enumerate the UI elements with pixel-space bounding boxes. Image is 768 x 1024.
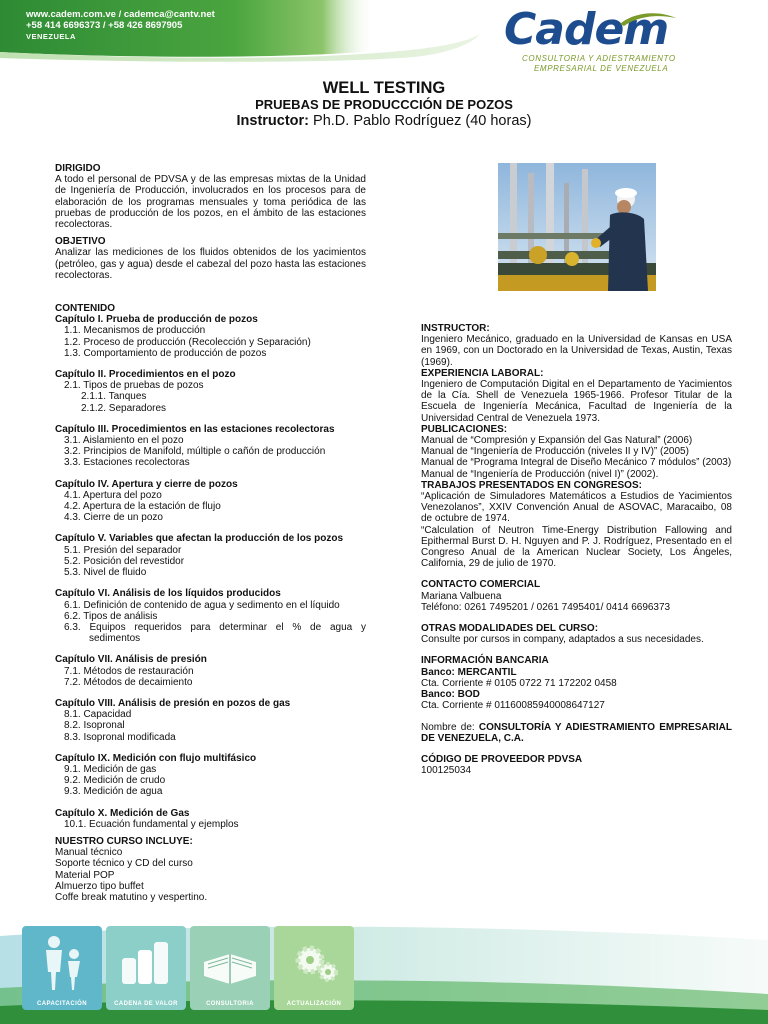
chapter-title: Capítulo I. Prueba de producción de pozos <box>55 314 258 326</box>
footer-tile <box>190 926 270 1010</box>
logo-subtitle-2: EMPRESARIAL DE VENEZUELA <box>534 64 669 73</box>
instructor-label: Instructor: <box>236 113 310 129</box>
footer-tile-label: CADENA DE VALOR <box>114 1001 178 1007</box>
chapter-item: 2.1.1. Tanques <box>81 391 147 403</box>
chapter-title: Capítulo II. Procedimientos en el pozo <box>55 369 236 381</box>
course-subtitle: PRUEBAS DE PRODUCCCIÓN DE POZOS <box>255 97 513 112</box>
chapter-item: 4.1. Apertura del pozo <box>64 489 162 501</box>
banco-heading: INFORMACIÓN BANCARIA <box>421 655 549 667</box>
chapter-item: 8.3. Isopronal modificada <box>64 731 176 743</box>
codigo-heading: CÓDIGO DE PROVEEDOR PDVSA <box>421 753 583 765</box>
header-country: VENEZUELA <box>26 32 76 41</box>
otras-heading: OTRAS MODALIDADES DEL CURSO: <box>421 623 599 635</box>
trabajo-item: “Calculation of Neutron Time-Energy Distribution Fallowing and Epithermal Burst D. H. Nguyen and P. J. Rodríguez, Presentado en el Congreso Anual de la American Nuclear Society, Los Ángeles, California, 29 de julio de 1970. <box>421 524 732 570</box>
chapter-item: 5.1. Presión del separador <box>64 544 182 556</box>
logo-wordmark: Cadem <box>504 4 669 55</box>
instructor-value: Ph.D. Pablo Rodríguez (40 horas) <box>309 113 532 129</box>
chapter-item: 4.3. Cierre de un pozo <box>64 512 163 524</box>
header-web-email[interactable]: www.cadem.com.ve / cademca@cantv.net <box>26 9 215 20</box>
footer-band <box>0 918 768 1024</box>
dirigido-heading: DIRIGIDO <box>55 163 101 174</box>
gears-icon <box>284 932 344 997</box>
book-icon <box>200 932 260 997</box>
incluye-item: Material POP <box>55 869 115 881</box>
chapter-item: 2.1.2. Separadores <box>81 402 167 414</box>
incluye-list <box>55 847 366 903</box>
chapter-item: 1.1. Mecanismos de producción <box>64 325 206 337</box>
left-column <box>55 163 366 903</box>
nombre-line <box>421 722 732 744</box>
publicacion-item: Manual de “Ingeniería de Producción (nivel I)” (2002). <box>421 468 659 480</box>
publicaciones-list <box>421 435 732 480</box>
chapter-item: 5.3. Nivel de fluido <box>64 567 147 579</box>
objetivo-heading: OBJETIVO <box>55 236 106 248</box>
header-contact <box>26 9 215 42</box>
photo-image <box>498 163 656 291</box>
chapter-item: 2.1. Tipos de pruebas de pozos <box>64 380 204 392</box>
chapter-item: 3.2. Principios de Manifold, múltiple o cañón de producción <box>64 446 326 458</box>
chapter-title: Capítulo V. Variables que afectan la producción de los pozos <box>55 533 344 545</box>
experiencia-heading: EXPERIENCIA LABORAL: <box>421 367 544 379</box>
banco2-account: Cta. Corriente # 01160085940008647127 <box>421 700 605 712</box>
publicaciones-heading: PUBLICACIONES: <box>421 423 508 435</box>
chapter-item: 4.2. Apertura de la estación de flujo <box>64 501 221 513</box>
contacto-phone: Teléfono: 0261 7495201 / 0261 7495401/ 0414 6696373 <box>421 601 671 613</box>
chapter-list <box>55 314 366 830</box>
contacto-heading: CONTACTO COMERCIAL <box>421 579 541 591</box>
publicacion-item: Manual de “Compresión y Expansión del Gas Natural” (2006) <box>421 435 693 447</box>
chapter-item: 7.1. Métodos de restauración <box>64 665 194 677</box>
chapter-title: Capítulo VII. Análisis de presión <box>55 654 207 666</box>
experiencia-text: Ingeniero de Computación Digital en el Departamento de Yacimientos de la Cía. Shell de Venezuela 1965-1966. Profesor Titular de la Escuela de Ingeniería Mecánica, Facultad de Ingeniería de la Universidad Central de Venezuela 1973. <box>421 379 732 424</box>
course-instructor <box>0 112 768 130</box>
contacto-name: Mariana Valbuena <box>421 590 502 602</box>
chapter-item: 9.2. Medición de crudo <box>64 775 166 787</box>
chapter-item: 7.2. Métodos de decaimiento <box>64 676 193 688</box>
dirigido-text: A todo el personal de PDVSA y de las empresas mixtas de la Unidad de Ingeniería de Producción, involucrados en los procesos para de elaboración de los programas mensuales y toma periódica de las pruebas de producción de los pozos, en el ámbito de las estaciones recolectoras. <box>55 174 366 231</box>
chapter-title: Capítulo VIII. Análisis de presión en pozos de gas <box>55 697 291 709</box>
chapter-title: Capítulo X. Medición de Gas <box>55 807 190 819</box>
chapter-item: 6.3. Equipos requeridos para determinar el % de agua y <box>64 621 366 633</box>
chapter-item: 3.3. Estaciones recolectoras <box>64 457 190 469</box>
chapter-item: 9.3. Medición de agua <box>64 786 163 798</box>
footer-tile <box>22 926 102 1010</box>
trabajos-heading: TRABAJOS PRESENTADOS EN CONGRESOS: <box>421 479 642 491</box>
otras-text: Consulte por cursos in company, adaptados a sus necesidades. <box>421 634 704 646</box>
chapter-title: Capítulo III. Procedimientos en las estaciones recolectoras <box>55 423 335 435</box>
incluye-item: Almuerzo tipo buffet <box>55 880 144 892</box>
footer-tile <box>274 926 354 1010</box>
footer-tile-label: CONSULTORIA <box>206 1001 254 1007</box>
footer-tile-label: CAPACITACIÓN <box>37 1001 87 1007</box>
chapter-item: 9.1. Medición de gas <box>64 763 157 775</box>
objetivo-text: Analizar las mediciones de los fluidos obtenidos de los yacimientos (petróleo, gas y agua) desde el cabezal del pozo hasta las estaciones recolectoras. <box>55 247 366 281</box>
cylinders-icon <box>116 932 176 997</box>
people-icon <box>32 932 92 997</box>
chapter-item: 6.1. Definición de contenido de agua y sedimento en el líquido <box>64 599 340 611</box>
contenido-heading: CONTENIDO <box>55 303 115 315</box>
instructor-heading: INSTRUCTOR: <box>421 323 490 334</box>
nombre-label: Nombre de: <box>421 721 479 733</box>
codigo-value: 100125034 <box>421 765 472 777</box>
footer-tile <box>106 926 186 1010</box>
instructor-text: Ingeniero Mecánico, graduado en la Universidad de Kansas en USA en 1969, con un Doctorado en la Universidad de Texas, Austin, Texas (1969). <box>421 334 732 368</box>
publicacion-item: Manual de “Ingeniería de Producción (niveles II y IV)” (2005) <box>421 446 689 458</box>
chapter-title: Capítulo VI. Análisis de los líquidos producidos <box>55 588 281 600</box>
right-column <box>421 323 732 776</box>
incluye-heading: NUESTRO CURSO INCLUYE: <box>55 835 193 847</box>
oil-worker-photo <box>498 163 656 291</box>
chapter-item: 8.2. Isopronal <box>64 720 125 732</box>
incluye-item: Coffe break matutino y vespertino. <box>55 891 208 903</box>
incluye-item: Soporte técnico y CD del curso <box>55 858 193 870</box>
chapter-item: 10.1. Ecuación fundamental y ejemplos <box>64 818 239 830</box>
trabajo-item: “Aplicación de Simuladores Matemáticos a Estudios de Yacimientos Venezolanos”, XXIV Convención Anual de ASOVAC, Maracaibo, 08 de octubre de 1974. <box>421 491 732 525</box>
logo-swoosh-icon <box>618 10 678 30</box>
publicacion-item: Manual de “Programa Integral de Diseño Mecánico 7 módulos” (2003) <box>421 457 732 469</box>
banco1-name: Banco: MERCANTIL <box>421 666 517 678</box>
title-block <box>0 80 768 130</box>
course-title: WELL TESTING <box>322 79 446 97</box>
chapter-item: sedimentos <box>89 633 141 645</box>
header-phones: +58 414 6696373 / +58 426 8697905 <box>26 20 183 31</box>
chapter-item: 3.1. Aislamiento en el pozo <box>64 435 184 447</box>
logo-subtitle-1: CONSULTORIA Y ADIESTRAMIENTO <box>522 54 676 63</box>
chapter-item: 1.2. Proceso de producción (Recolección y Separación) <box>64 336 311 348</box>
nombre-value: CONSULTORÍA Y ADIESTRAMIENTO EMPRESARIAL DE VENEZUELA, C.A. <box>421 721 732 744</box>
chapter-item: 5.2. Posición del revestidor <box>64 555 185 567</box>
cadem-logo <box>500 4 740 74</box>
footer-tile-label: ACTUALIZACIÓN <box>286 1001 342 1007</box>
chapter-item: 6.2. Tipos de análisis <box>64 610 158 622</box>
chapter-title: Capítulo IX. Medición con flujo multifásico <box>55 752 257 764</box>
banco2-name: Banco: BOD <box>421 689 480 701</box>
chapter-item: 1.3. Comportamiento de producción de pozos <box>64 347 267 359</box>
banco1-account: Cta. Corriente # 0105 0722 71 172202 0458 <box>421 677 617 689</box>
chapter-item: 8.1. Capacidad <box>64 709 132 721</box>
chapter-title: Capítulo IV. Apertura y cierre de pozos <box>55 478 238 490</box>
trabajos-list <box>421 491 732 569</box>
incluye-item: Manual técnico <box>55 847 123 859</box>
